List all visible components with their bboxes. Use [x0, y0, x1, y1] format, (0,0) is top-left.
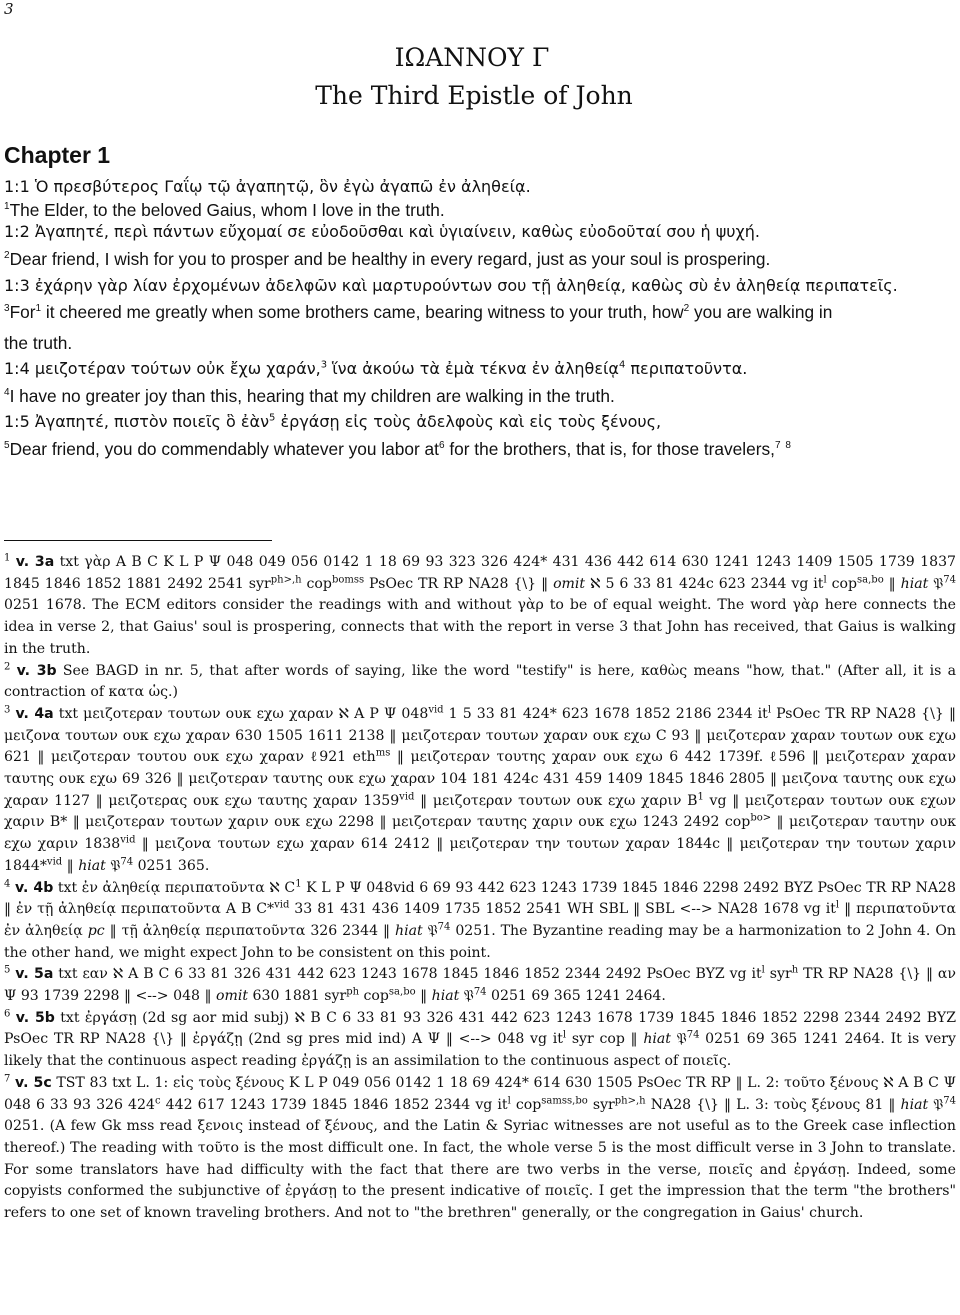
footnote-divider — [4, 540, 272, 541]
footnote-sup: vid — [428, 704, 444, 716]
footnote-text: 0251. The Byzantine reading may be a harmonization to 2 John 4. On the other hand, we might expect John to be consistent on this point. — [4, 922, 956, 961]
footnote-text: vg ‖ μειζοτεραν τουτων ουκ εχων χαριν B* ‖ μειζοτεραν τουτων χαριν ουκ εχω 2298 ‖ μειζοτεραν ταυτης χαριν ουκ εχω 1243 2492 cop — [4, 792, 956, 831]
page-number: 3 — [4, 0, 14, 18]
footnote-text: PsOec TR RP NA28 {\} ‖ — [364, 575, 554, 592]
footnote-text: TST 83 txt L. 1: εἰς τοὺς ξένους K L P 049 056 0142 1 18 69 424* 614 630 1505 PsOec TR RP ‖ L. 2: τοῦτο ξένους ℵ A B C Ψ 048 6 33 93 326 424 — [4, 1074, 956, 1113]
title-greek: ΙΩΑΝΝΟΥ Γ — [394, 43, 550, 72]
footnote-6 — [4, 1008, 956, 1073]
footnote-sup: l — [767, 704, 772, 716]
footnote-mark: 3 — [4, 704, 11, 716]
footnote-label: v. 4a — [15, 705, 54, 722]
footnote-label: v. 3b — [16, 662, 57, 679]
title-block — [0, 40, 960, 116]
footnote-sup: ms — [375, 747, 391, 759]
verse-2-english — [4, 244, 956, 275]
verse-4-english — [4, 381, 956, 412]
footnote-italic: omit — [216, 988, 249, 1005]
footnote-sup: 74 — [120, 856, 134, 868]
verse-number: 2 — [4, 250, 10, 262]
verse-5-english — [4, 434, 956, 465]
footnote-italic: hiat — [900, 575, 929, 592]
footnote-sup: ph — [346, 986, 360, 998]
footnote-text: ‖ μειζοτεραν τουτων ουκ εχω χαριν B — [414, 792, 698, 809]
footnote-sup: vid — [120, 834, 136, 846]
verse-text: Dear friend, I wish for you to prosper and be healthy in every regard, just as your soul is prospering. — [9, 249, 771, 270]
verse-1-greek: 1:1 Ὁ πρεσβύτερος Γαΐῳ τῷ ἀγαπητῷ, ὃν ἐγὼ ἀγαπῶ ἐν ἀληθείᾳ. — [4, 177, 531, 196]
footnote-text: 𝔓 — [928, 1096, 944, 1113]
footnote-text: 𝔓 — [459, 988, 474, 1005]
footnote-mark: 5 — [4, 964, 11, 976]
footnote-text: 0251 69 365 1241 2464. — [486, 988, 666, 1005]
footnote-label: v. 5c — [15, 1074, 52, 1091]
verse-text: 1:5 Ἀγαπητέ, πιστὸν ποιεῖς ὃ ἐὰν — [4, 412, 270, 432]
footnote-text: txt μειζοτεραν τουτων ουκ εχω χαραν ℵ A P Ψ 048 — [53, 705, 429, 722]
footnote-7 — [4, 1073, 956, 1225]
verse-5-greek — [4, 411, 956, 434]
footnote-text: TR RP NA28 {\} ‖ αν Ψ 93 1739 2298 ‖ <--> 048 ‖ — [4, 966, 956, 1005]
footnote-sup: bo> — [750, 812, 772, 824]
footnote-italic: hiat — [78, 857, 106, 874]
footnote-ref[interactable]: 6 — [438, 440, 445, 452]
footnote-label: v. 4b — [14, 879, 54, 896]
footnote-text: 𝔓 — [928, 575, 944, 592]
footnotes — [4, 552, 956, 1225]
footnote-text: ‖ — [62, 857, 79, 874]
verse-3-english-cont: the truth. — [4, 332, 73, 353]
footnote-sup: ph>,h — [270, 574, 302, 586]
verse-text: it cheered me greatly when some brothers came, bearing witness to your truth, how — [41, 302, 684, 323]
verse-text: ἵνα ἀκούω τὰ ἐμὰ τέκνα ἐν ἀληθείᾳ — [327, 359, 619, 379]
footnote-text: ‖ περιπατοῦντα ἐν ἀληθείᾳ — [4, 901, 956, 939]
verse-text: ἐργάσῃ εἰς τοὺς ἀδελφοὺς καὶ εἰς τοὺς ξένους, — [275, 412, 662, 432]
footnote-italic: omit — [553, 575, 586, 592]
footnote-ref[interactable]: 1 — [35, 303, 42, 315]
footnote-text: ‖ μειζοτεραν τουτης χαραν ουκ εχω 6 442 1739f. ℓ596 ‖ μειζοτεραν χαραν ταυτης ουκ εχω 69 326 ‖ μειζοτεραν ταυτης ουκ εχω χαραν 104 181 424c 431 459 1409 1845 1846 2805 ‖ μειζονα ταυτης ουκ εχω χαραν 1127 ‖ μειζοτερας ουκ εχω ταυτης χαραν 1359 — [4, 749, 956, 809]
footnote-text: ‖ μειζοτεραν ταυτην ουκ εχω χαριν 1838 — [4, 814, 957, 853]
footnote-text: syr — [587, 1096, 615, 1113]
chapter-heading: Chapter 1 — [4, 142, 111, 168]
footnote-sup: h — [791, 964, 799, 976]
verses — [4, 176, 956, 465]
footnote-sup: 74 — [943, 1094, 957, 1106]
footnote-1 — [4, 552, 956, 661]
footnote-ref[interactable]: 3 — [320, 359, 328, 371]
footnote-text: syr cop ‖ — [566, 1031, 644, 1048]
footnote-sup: vid — [46, 856, 63, 868]
verse-text: for the brothers, that is, for those travelers, — [444, 439, 775, 460]
footnote-sup: l — [835, 899, 840, 911]
verse-1-english — [4, 199, 956, 222]
verse-3-english — [4, 297, 956, 328]
footnote-text: txt γὰρ A B C K L P Ψ 048 049 056 0142 1 18 69 93 323 326 424* 431 436 442 614 630 1241 1243 1409 1505 1739 1837 1845 1846 1852 1881 2492 2541 syr — [4, 554, 956, 592]
footnote-italic: hiat — [900, 1096, 929, 1113]
footnote-text: 𝔓 — [422, 922, 438, 939]
footnote-sup: 1 — [295, 877, 302, 889]
footnote-ref[interactable]: 5 — [269, 413, 276, 425]
verse-text: you are walking in — [689, 302, 833, 323]
footnote-5 — [4, 964, 956, 1007]
verse-4-greek — [4, 358, 956, 381]
verse-number: 5 — [4, 440, 10, 452]
footnote-text: 0251 69 365 1241 2464. It is very likely that the continuous aspect reading ἐργάζῃ is an assimilation to the continuous aspect of ποιεῖς. — [4, 1031, 956, 1070]
footnote-sup: l — [562, 1029, 567, 1041]
footnote-text: syr — [764, 966, 792, 983]
footnote-text: cop — [826, 575, 858, 592]
footnote-3 — [4, 704, 956, 878]
footnote-sup: l — [761, 964, 765, 976]
footnote-sup: ph>,h — [614, 1094, 646, 1106]
footnote-sup: vid — [399, 791, 415, 803]
verse-text: 1:4 μειζοτέραν τούτων οὐκ ἔχω χαράν, — [4, 359, 321, 379]
footnote-mark: 7 — [4, 1073, 11, 1085]
footnote-sup: l — [507, 1094, 511, 1106]
footnote-sup: vid — [274, 899, 290, 911]
footnote-mark: 1 — [4, 552, 11, 564]
footnote-text: 0251 1678. The ECM editors consider the readings with and without γὰρ to be of equal weight. The word γὰρ here connects the idea in verse 2, that Gaius' soul is prospering, connects that with the report in verse 3 that John has received, that Gaius is walking in the truth. — [4, 597, 956, 657]
footnote-label: v. 5a — [15, 966, 54, 983]
footnote-sup: c — [154, 1094, 161, 1106]
footnote-sup: 74 — [686, 1029, 700, 1041]
footnote-text: 1 5 33 81 424* 623 1678 1852 2186 2344 it — [443, 705, 768, 722]
footnote-ref[interactable]: 2 — [683, 303, 690, 315]
footnote-label: v. 5b — [15, 1009, 55, 1026]
footnote-text: NA28 {\} ‖ L. 3: τοὺς ξένους 81 ‖ — [645, 1096, 901, 1113]
footnote-text: 0251 365. — [133, 857, 210, 874]
footnote-sup: l — [823, 574, 827, 586]
footnote-text: txt ἐργάσῃ (2d sg aor mid subj) ℵ B C 6 33 81 93 326 431 442 623 1243 1678 1739 1845 1846 1852 2298 2344 2492 BYZ PsOec TR RP NA28 {\} ‖ ἐργάζῃ (2nd sg pres mid ind) A Ψ ‖ <--> 048 vg it — [4, 1009, 956, 1048]
footnote-text: 630 1881 syr — [248, 988, 347, 1005]
verse-number: 4 — [4, 387, 10, 399]
footnote-text: PsOec TR RP NA28 {\} ‖ μειζονα τουτων ουκ εχω χαραν 630 1505 1611 2138 ‖ μειζοτεραν τουτων χαραν ουκ εχω C 93 ‖ μειζοτεραν χαραν τουτων ουκ εχω 621 ‖ μειζοτεραν τουτου ουκ εχω χαραν ℓ921 eth — [4, 705, 956, 766]
footnote-text: K L P Ψ 048vid 6 69 93 442 623 1243 1739 1845 1846 2298 2492 BYZ PsOec TR RP NA28 ‖ ἐν τῇ ἀληθείᾳ περιπατοῦντα A B C* — [4, 879, 956, 918]
footnote-text: txt ἐν ἀληθείᾳ περιπατοῦντα ℵ C — [53, 879, 296, 896]
footnote-text: ‖ — [883, 575, 901, 592]
footnote-sup: sa,bo — [388, 986, 416, 998]
footnote-ref[interactable]: 8 — [785, 440, 791, 452]
verse-number: 3 — [4, 303, 10, 315]
footnote-text: 442 617 1243 1739 1845 1846 1852 2344 vg it — [160, 1096, 508, 1113]
verse-number: 1 — [4, 200, 10, 212]
footnote-text: ‖ μειζονα τουτων εχω χαραν 614 2412 ‖ μειζοτεραν την τουτων χαραν 1844c ‖ μειζοτεραν την τουτων χαριν 1844* — [4, 836, 956, 874]
footnote-ref[interactable]: 7 — [774, 440, 781, 452]
footnote-sup: 74 — [473, 986, 487, 998]
footnote-sup: 1 — [697, 791, 704, 803]
footnote-text: ℵ 5 6 33 81 424c 623 2344 vg it — [585, 575, 824, 592]
verse-3-greek: 1:3 ἐχάρην γὰρ λίαν ἐρχομένων ἀδελφῶν καὶ μαρτυρούντων σου τῇ ἀληθείᾳ, καθὼς σὺ ἐν ἀληθείᾳ περιπατεῖς. — [4, 275, 898, 295]
footnote-text: cop — [359, 988, 389, 1005]
footnote-mark: 6 — [4, 1008, 11, 1020]
footnote-label: v. 3a — [15, 554, 55, 570]
footnote-text: 33 81 431 436 1409 1735 1852 2541 WH SBL ‖ SBL <--> NA28 1678 vg it — [289, 901, 836, 918]
footnote-italic: hiat — [431, 988, 460, 1005]
footnote-italic: hiat — [395, 922, 423, 939]
footnote-mark: 2 — [4, 660, 11, 672]
verse-text: The Elder, to the beloved Gaius, whom I love in the truth. — [9, 199, 445, 220]
footnote-mark: 4 — [4, 877, 11, 889]
footnote-text: See BAGD in nr. 5, that after words of saying, like the word "testify" is here, καθὼς means "how, that." (After all, it is a contraction of κατα ὡς.) — [4, 662, 956, 701]
verse-2-greek: 1:2 Ἀγαπητέ, περὶ πάντων εὔχομαί σε εὐοδοῦσθαι καὶ ὑγιαίνειν, καθὼς εὐοδοῦταί σου ἡ ψυχή. — [4, 222, 760, 242]
footnote-sup: samss,bo — [541, 1094, 588, 1106]
footnote-text: 𝔓 — [670, 1031, 687, 1048]
footnote-text: 0251. (A few Gk mss read ξενοις instead of ξένους, and the Latin & Syriac witnesses are not useful as to the Greek case inflection thereof.) The reading with τοῦτο is the most difficult one. In fact, the whole verse 5 is the most difficult verse in 3 John to translate. For some translators have had difficulty with the fact that there are two verbs in the verse, ποιεῖς and ἐργάσῃ. Indeed, some copyists conformed the subjunctive of ἐργάσῃ to the present indicative of ποιεῖς. I get the impression that the term "the brothers" refers to one set of known traveling brothers. And not to "the brethren" generally, or the congregation in Gaius' church. — [4, 1118, 956, 1222]
footnote-text: txt εαν ℵ A B C 6 33 81 326 431 442 623 1243 1678 1845 1846 1852 2344 2492 PsOec BYZ vg it — [53, 966, 762, 983]
footnote-text: ‖ τῇ ἀληθείᾳ περιπατοῦντα 326 2344 ‖ — [104, 922, 395, 939]
footnote-ref[interactable]: 4 — [618, 359, 626, 371]
verse-text: For — [9, 302, 36, 323]
verse-text: I have no greater joy than this, hearing that my children are walking in the truth. — [9, 385, 615, 406]
footnote-4 — [4, 878, 956, 965]
footnote-2 — [4, 661, 956, 704]
verse-text: περιπατοῦντα. — [625, 359, 748, 379]
verse-text: Dear friend, you do commendably whatever you labor at — [9, 439, 439, 460]
footnote-italic: hiat — [643, 1031, 671, 1048]
footnote-text: cop — [510, 1096, 542, 1113]
title-english: The Third Epistle of John — [315, 81, 633, 110]
footnote-text: 𝔓 — [105, 857, 121, 874]
footnote-text: ‖ — [415, 988, 432, 1005]
footnote-sup: bomss — [331, 574, 365, 586]
footnote-sup: 74 — [943, 574, 957, 586]
footnote-sup: 74 — [437, 921, 451, 933]
footnote-text: cop — [301, 575, 332, 592]
footnote-sup: sa,bo — [857, 574, 884, 586]
footnote-italic: pc — [87, 922, 105, 939]
